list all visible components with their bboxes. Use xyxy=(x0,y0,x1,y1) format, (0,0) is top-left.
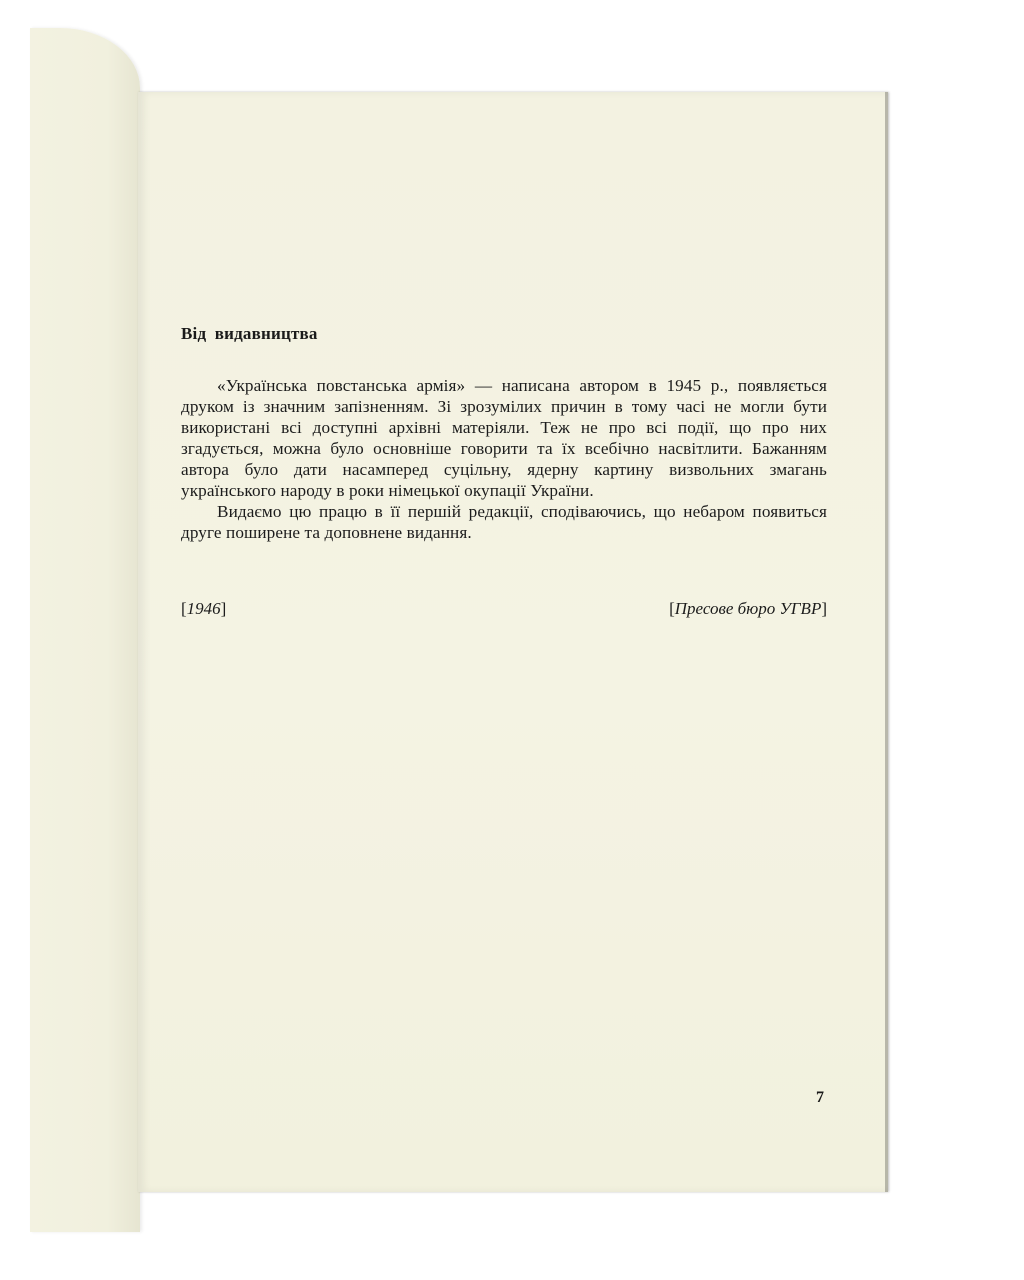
book-page xyxy=(138,92,888,1192)
paragraph-2: Видаємо цю працю в її першій редакції, сподіваючись, що небаром появиться друге поширене та доповнене видання. xyxy=(181,502,827,542)
paragraph-1: «Українська повстанська армія» — написана автором в 1945 р., появляється друком із значним запізненням. Зі зрозумілих причин в тому часі не могли бути використані всі доступні архівні матеріяли. Теж не про всі події, що про них згадується, можна було основніше говорити та їх всебічно насвітлити. Бажанням автора було дати насамперед суцільну, ядерну картину визвольних змагань українського народу в роки німецької окупації України. xyxy=(181,376,827,500)
body-text xyxy=(181,375,827,543)
date-bracket: [1946] xyxy=(181,599,227,618)
signature-row xyxy=(181,599,827,619)
publisher-name: Пресове бюро УГВР xyxy=(674,599,822,618)
publisher-bracket: [Пресове бюро УГВР] xyxy=(669,599,827,618)
publication-year: 1946 xyxy=(186,599,221,618)
section-heading: Від видавництва xyxy=(181,324,318,343)
left-page-edge xyxy=(30,28,140,1232)
page-number: 7 xyxy=(816,1089,824,1106)
